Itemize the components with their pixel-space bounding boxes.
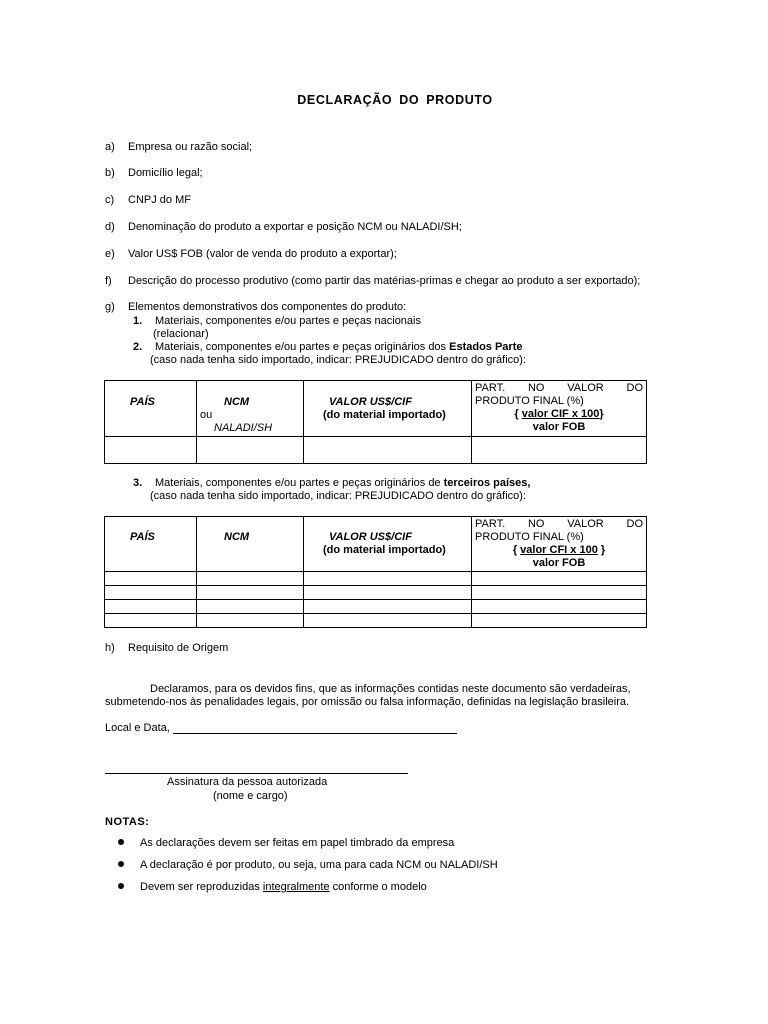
item-e-text: Valor US$ FOB (valor de venda do produto a exportar);: [128, 248, 397, 260]
part-word-3: VALOR: [567, 382, 604, 394]
table-cell: [472, 600, 647, 614]
table-cell: [105, 586, 197, 600]
table-cell: [197, 600, 304, 614]
item-b-label: b): [105, 167, 115, 179]
part-word-2: NO: [527, 382, 545, 394]
col-participacao: [472, 517, 647, 572]
signature-line: [105, 773, 408, 774]
formula-numerator: valor CFI x 100: [520, 544, 598, 556]
col-ncm-label: NCM: [224, 531, 250, 543]
item-g-label: g): [105, 301, 115, 313]
part-word-1: PART.: [475, 382, 506, 394]
sub1-note: (relacionar): [153, 328, 209, 340]
part-word-4: DO: [626, 382, 643, 394]
table-header-row: [105, 517, 647, 572]
col-ncm-label: NCM: [224, 396, 250, 408]
col-pais-label: PAÍS: [130, 531, 155, 543]
table-cell: [197, 586, 304, 600]
local-data-label: Local e Data,: [105, 722, 170, 734]
part-word-4: DO: [626, 518, 643, 530]
table-row: [105, 614, 647, 628]
col-participacao: [472, 381, 647, 437]
formula-close: }: [597, 544, 606, 556]
item-d-text: Denominação do produto a exportar e posição NCM ou NALADI/SH;: [128, 221, 462, 233]
col-part-denominator: valor FOB: [532, 421, 586, 433]
table-cell: [472, 572, 647, 586]
note-3-post: conforme o modelo: [329, 881, 427, 893]
part-word-2: NO: [527, 518, 545, 530]
formula-close: }: [599, 408, 604, 420]
col-ncm: [197, 381, 304, 437]
sub3-note: (caso nada tenha sido importado, indicar: PREJUDICADO dentro do gráfico):: [150, 490, 527, 502]
table-cell: [105, 437, 197, 464]
local-data-line: [173, 733, 457, 734]
item-b-text: Domicílio legal;: [128, 167, 203, 179]
formula-open: {: [512, 544, 521, 556]
sub2-text-plain: Materiais, componentes e/ou partes e peças originários dos: [155, 341, 450, 353]
col-pais: [105, 517, 197, 572]
col-part-line2: PRODUTO FINAL (%): [475, 395, 584, 407]
table-row: [105, 586, 647, 600]
note-3-underlined: integralmente: [262, 881, 330, 893]
table-cell: [105, 572, 197, 586]
item-g-text: Elementos demonstrativos dos componentes do produto:: [128, 301, 407, 313]
table-cell: [304, 614, 472, 628]
note-2: A declaração é por produto, ou seja, uma para cada NCM ou NALADI/SH: [140, 859, 498, 871]
signature-label: Assinatura da pessoa autorizada: [167, 776, 328, 788]
col-naladi-label: NALADI/SH: [214, 422, 273, 434]
col-ncm-or: ou: [200, 409, 213, 421]
sub3-text: [155, 476, 530, 490]
col-part-line2: PRODUTO FINAL (%): [475, 531, 584, 543]
col-valor: [304, 381, 472, 437]
table-cell: [197, 572, 304, 586]
declaration-line2: submetendo-nos às penalidades legais, por omissão ou falsa informação, definidas na legislação brasileira.: [105, 696, 630, 708]
table-cell: [197, 614, 304, 628]
col-valor-sub: (do material importado): [323, 544, 446, 556]
item-c-label: c): [105, 194, 115, 206]
col-part-line1: [475, 382, 643, 395]
table-cell: [304, 437, 472, 464]
item-a-label: a): [105, 141, 115, 153]
bullet-icon: [118, 861, 124, 867]
sub2-note: (caso nada tenha sido importado, indicar: PREJUDICADO dentro do gráfico):: [150, 354, 527, 366]
col-part-formula: [475, 408, 643, 421]
table-estados-parte: [104, 380, 647, 464]
item-h-label: h): [105, 642, 115, 654]
col-part-formula: [475, 544, 643, 557]
col-valor: [304, 517, 472, 572]
item-a-text: Empresa ou razão social;: [128, 141, 253, 153]
formula-numerator: valor CIF x 100: [521, 408, 600, 420]
item-c-text: CNPJ do MF: [128, 194, 191, 206]
bullet-icon: [118, 883, 124, 889]
item-d-label: d): [105, 221, 115, 233]
col-part-denominator: valor FOB: [532, 557, 586, 569]
col-pais-label: PAÍS: [130, 396, 155, 408]
signature-sublabel: (nome e cargo): [213, 790, 288, 802]
bullet-icon: [118, 839, 124, 845]
formula-open: {: [514, 408, 522, 420]
table-row: [105, 437, 647, 464]
table-terceiros-paises: [104, 516, 647, 628]
part-word-3: VALOR: [567, 518, 604, 530]
table-cell: [472, 437, 647, 464]
col-valor-label: VALOR US$/CIF: [329, 531, 412, 543]
document-title: DECLARAÇÃO DO PRODUTO: [297, 93, 493, 107]
note-3: [140, 880, 427, 894]
declaration-line1: Declaramos, para os devidos fins, que as informações contidas neste documento são verdadeiras,: [150, 683, 631, 695]
table-cell: [105, 600, 197, 614]
table-row: [105, 600, 647, 614]
sub1-number: 1.: [133, 315, 143, 327]
table-cell: [304, 586, 472, 600]
part-word-1: PART.: [475, 518, 506, 530]
table-cell: [304, 600, 472, 614]
table-row: [105, 572, 647, 586]
table-cell: [472, 614, 647, 628]
sub3-number: 3.: [133, 477, 143, 489]
sub2-number: 2.: [133, 341, 143, 353]
item-h-text: Requisito de Origem: [128, 642, 229, 654]
note-3-pre: Devem ser reproduzidas: [140, 881, 263, 893]
table-cell: [304, 572, 472, 586]
col-valor-sub: (do material importado): [323, 409, 446, 421]
notes-title: NOTAS:: [105, 816, 150, 828]
item-f-label: f): [105, 275, 112, 287]
sub3-text-plain: Materiais, componentes e/ou partes e peças originários de: [155, 477, 444, 489]
sub1-text: Materiais, componentes e/ou partes e peças nacionais: [155, 315, 421, 327]
note-1: As declarações devem ser feitas em papel timbrado da empresa: [140, 837, 455, 849]
sub2-text: [155, 340, 522, 354]
sub2-text-bold: Estados Parte: [449, 341, 523, 353]
table-cell: [197, 437, 304, 464]
col-ncm: [197, 517, 304, 572]
col-part-line1: [475, 518, 643, 531]
sub3-text-bold: terceiros países,: [443, 477, 531, 489]
col-valor-label: VALOR US$/CIF: [329, 396, 412, 408]
item-f-text: Descrição do processo produtivo (como partir das matérias-primas e chegar ao produto a ser exportado);: [128, 275, 641, 287]
col-pais: [105, 381, 197, 437]
table-header-row: [105, 381, 647, 437]
table-cell: [105, 614, 197, 628]
table-cell: [472, 586, 647, 600]
item-e-label: e): [105, 248, 115, 260]
